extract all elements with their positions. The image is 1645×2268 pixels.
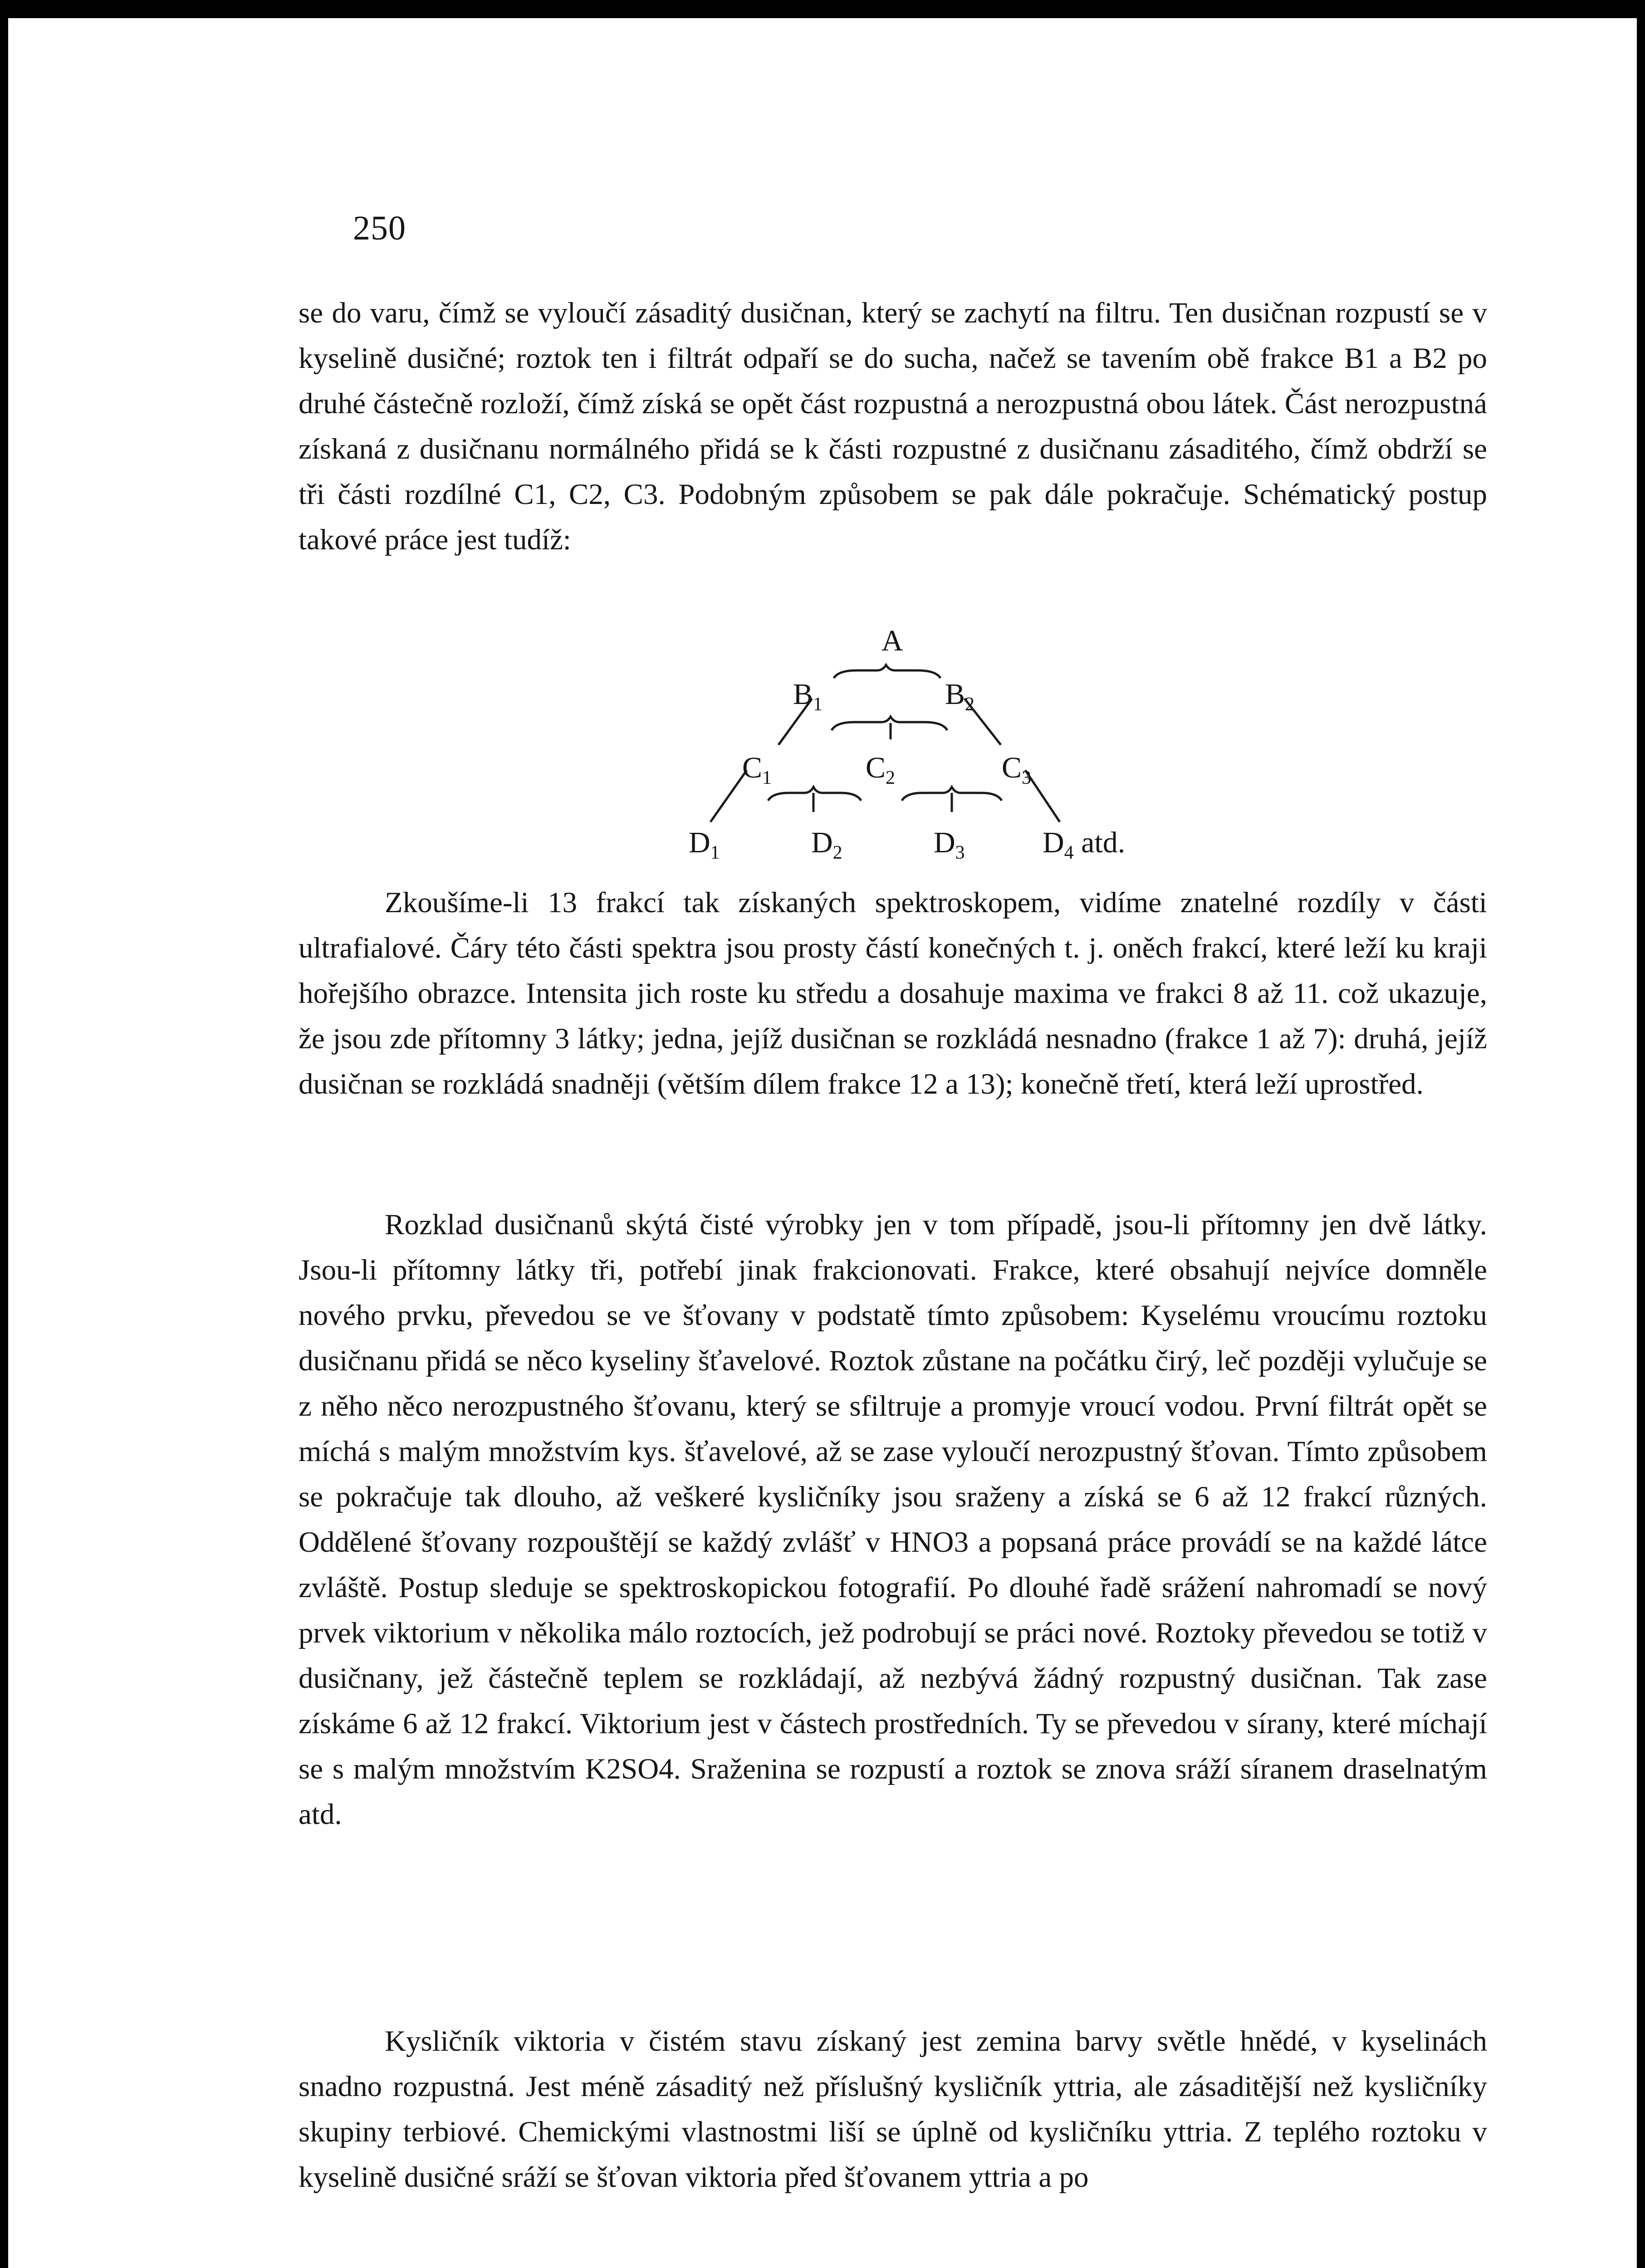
node-d3: $D_3$ xyxy=(934,826,965,864)
node-d4: $D_4$ atd. xyxy=(1043,826,1126,864)
scheme-suffix: atd. xyxy=(1081,826,1126,859)
paragraph-1: se do varu, čímž se vyloučí zásaditý dusičnan, který se zachytí na filtru. Ten dusičnan rozpustí se v kyselině dusičné; roztok ten i filtrát odpaří se do sucha, načež se tavením obě frakce B1 a B2 po druhé částečně rozloží, čímž získá se opět část rozpustná a nerozpustná obou látek. Část nerozpustná získaná z dusičnanu normálného přidá se k části rozpustné z dusičnanu zásaditého, čímž obdrží se tři části rozdílné C1, C2, C3. Podobným způsobem se pak dále pokračuje. Schématický postup takové práce jest tudíž: xyxy=(299,297,1487,556)
fractionation-scheme xyxy=(689,626,1233,880)
paragraph-2: Zkoušíme-li 13 frakcí tak získaných spektroskopem, vidíme znatelné rozdíly v části ultrafialové. Čáry této části spektra jsou prosty částí konečných t. j. oněch frakcí, které leží ku kraji hořejšího obrazce. Intensita jich roste ku středu a dosahuje maxima ve frakci 8 až 11. což ukazuje, že jsou zde přítomny 3 látky; jedna, jejíž dusičnan se rozkládá nesnadno (frakce 1 až 7): druhá, jejíž dusičnan se rozkládá snadněji (větším dílem frakce 12 a 13); konečně třetí, která leží uprostřed. xyxy=(299,886,1487,1100)
node-d1: $D_1$ xyxy=(689,826,720,864)
node-c2: $C_2$ xyxy=(866,751,896,789)
diag-c1 xyxy=(710,770,747,822)
node-b2: $B_2$ xyxy=(945,678,975,715)
page xyxy=(8,18,1637,2268)
brace-a xyxy=(834,665,940,678)
node-c3: $C_3$ xyxy=(1002,751,1032,789)
node-b1: $B_1$ xyxy=(793,678,823,715)
page-number: 250 xyxy=(353,209,406,247)
node-d2: $D_2$ xyxy=(811,826,842,864)
paragraph-4: Kysličník viktoria v čistém stavu získaný jest zemina barvy světle hnědé, v kyselinách snadno rozpustná. Jest méně zásaditý než příslušný kysličník yttria, ale zásaditější než kysličníky skupiny terbiové. Chemickými vlastnostmi liší se úplně od kysličníku yttria. Z teplého roztoku v kyselině dusičné sráží se šťovan viktoria před šťovanem yttria a po xyxy=(299,2025,1487,2194)
paragraph-3: Rozklad dusičnanů skýtá čisté výrobky jen v tom případě, jsou-li přítomny jen dvě látky. Jsou-li přítomny látky tři, potřebí jinak frakcionovati. Frakce, které obsahují nejvíce domněle nového prvku, převedou se ve šťovany v podstatě tímto způsobem: Kyselému vroucímu roztoku dusičnanu přidá se něco kyseliny šťavelové. Roztok zůstane na počátku čirý, leč později vylučuje se z něho něco nerozpustného šťovanu, který se sfiltruje a promyje vroucí vodou. První filtrát opět se míchá s malým množstvím kys. šťavelové, až se zase vyloučí nerozpustný šťovan. Tímto způsobem se pokračuje tak dlouho, až veškeré kysličníky jsou sraženy a získá se 6 až 12 frakcí různých. Oddělené šťovany rozpouštějí se každý zvlášť v HNO3 a popsaná práce provádí se na každé látce zvláště. Postup sleduje se spektroskopickou fotografií. Po dlouhé řadě srážení nahromadí se nový prvek viktorium v několika málo roztocích, jež podrobují se práci nové. Roztoky převedou se totiž v dusičnany, jež částečně teplem se rozkládají, až nezbývá žádný rozpustný dusičnan. Tak zase získáme 6 až 12 frakcí. Viktorium jest v částech prostředních. Ty se převedou v sírany, které míchají se s malým množstvím K2SO4. Sraženina se rozpustí a roztok se znova sráží síranem draselnatým atd. xyxy=(299,1208,1487,1831)
node-a: A xyxy=(881,624,903,657)
node-c1: $C_1$ xyxy=(742,751,772,789)
